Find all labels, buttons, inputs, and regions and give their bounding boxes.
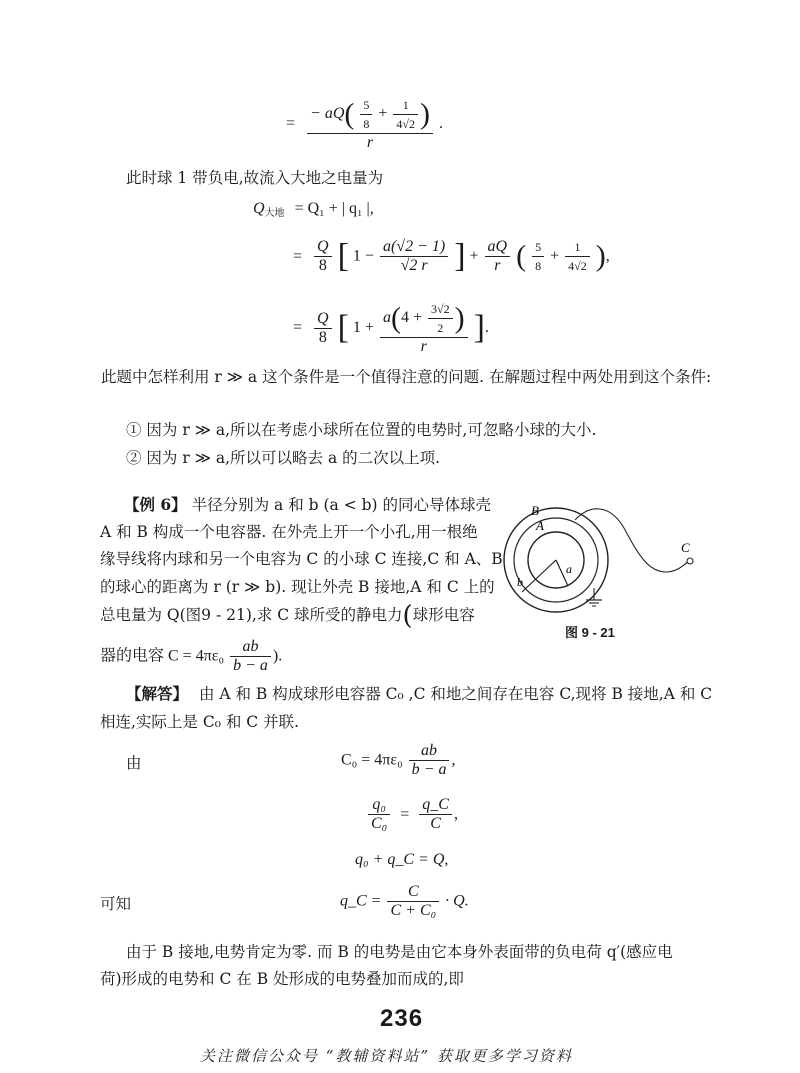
example-line-6: 器的电容 C = 4πε₀ $\frac{ab}{b - a}$ ). bbox=[100, 638, 283, 674]
example-line-5: 总电量为 Q(图9 - 21),求 C 球所受的静电力(球形电容 bbox=[100, 601, 475, 631]
label-kezhi: 可知 bbox=[100, 895, 132, 913]
list-item-1: ① 因为 r ≫ a,所以在考虑小球所在位置的电势时,可忽略小球的大小. bbox=[126, 421, 597, 439]
figure-9-21 bbox=[500, 500, 710, 620]
fraction-5-8: $\frac{5}{8}$ bbox=[360, 96, 372, 133]
example-text-5: 总电量为 Q(图9 - 21),求 C 球所受的静电力 bbox=[100, 606, 403, 624]
capacitance-formula: 器的电容 C = 4πε₀ bbox=[100, 647, 225, 665]
paragraph-condition: 此题中怎样利用 r ≫ a 这个条件是一个值得注意的问题. 在解题过程中两处用到这个条件: bbox=[101, 368, 712, 386]
list-item-2: ② 因为 r ≫ a,所以可以略去 a 的二次以上项. bbox=[126, 449, 441, 467]
label-b: b bbox=[517, 575, 523, 589]
label-C: C bbox=[681, 540, 690, 555]
fraction-q-8: $\frac{Q}{8}$ bbox=[314, 238, 332, 275]
example-text-1: 半径分别为 a 和 b (a < b) 的同心导体球壳 bbox=[191, 496, 492, 514]
label-a: a bbox=[566, 562, 572, 576]
example-text-5-tail: 球形电容 bbox=[412, 606, 475, 624]
final-line-1: 由于 B 接地,电势肯定为零. 而 B 的电势是由它本身外表面带的负电荷 q′(感应电 bbox=[126, 943, 673, 961]
denominator-r: r bbox=[366, 134, 374, 151]
fraction-c-cc0: $\frac{C}{\text{C + C₀}}$ bbox=[387, 883, 439, 920]
example-line-2: A 和 B 构成一个电容器. 在外壳上开一个小孔,用一根绝 bbox=[100, 523, 478, 541]
fraction-1-4root2-b: $\frac{1}{4√2}$ bbox=[565, 238, 590, 275]
fraction-qc-c: $\frac{q\_C}{C}$ bbox=[419, 796, 452, 833]
example-line-1 bbox=[124, 493, 491, 517]
eq-ground-rhs: = Q₁ + | q₁ |, bbox=[294, 200, 374, 217]
page-number: 236 bbox=[380, 1005, 424, 1032]
numerator-prefix: − aQ bbox=[310, 105, 345, 123]
q-symbol: Q bbox=[253, 200, 265, 217]
example-tag: 【例 6】 bbox=[124, 495, 187, 514]
example-line-3: 缘导线将内球和另一个电容为 C 的小球 C 连接,C 和 A、B bbox=[100, 550, 503, 568]
solution-line-1 bbox=[126, 683, 712, 705]
eq-ground-line2: = $\frac{Q}{8}$ [ 1 − $\frac{a(√2 - 1)}{√2 r}$ ] + $\frac{aQ}{r}$ ( $\frac{5}{8}$ + $\frac{1}{4√2}$ ), bbox=[293, 237, 610, 275]
subscript-ground: 大地 bbox=[264, 208, 285, 219]
eq-sum: q₀ + q_C = Q, bbox=[355, 851, 449, 868]
eq-qc: q_C = $\frac{C}{\text{C + C₀}}$ · Q. bbox=[340, 883, 469, 919]
label-you: 由 bbox=[126, 754, 142, 772]
final-line-2: 荷)形成的电势和 C 在 B 处形成的电势叠加而成的,即 bbox=[100, 970, 464, 988]
label-B: B bbox=[531, 503, 539, 518]
fraction-aq-r: $\frac{aQ}{r}$ bbox=[485, 238, 511, 275]
equation-top bbox=[286, 96, 443, 152]
fraction-3root2-2: $\frac{3√2}{2}$ bbox=[428, 300, 453, 337]
small-sphere-c bbox=[687, 558, 693, 564]
eq-ground-line3: = $\frac{Q}{8}$ [ 1 + a(4 + $\frac{3√2}{2}$ ) r ]. bbox=[293, 301, 489, 355]
fraction-q0-c0: $\frac{\text{q₀}}{\text{C₀}}$ bbox=[368, 796, 390, 833]
solution-line-2: 相连,实际上是 C₀ 和 C 并联. bbox=[100, 713, 299, 731]
eq-ground-line1 bbox=[253, 200, 374, 219]
solution-tag: 【解答】 bbox=[126, 684, 189, 703]
eq-c0: C₀ = 4πε₀ $\frac{ab}{b - a}$ , bbox=[341, 742, 456, 778]
equals-sign: = bbox=[286, 115, 296, 132]
fraction-inner: $\frac{a(√2 - 1)}{√2 r}$ bbox=[380, 238, 448, 275]
fraction-complex: a(4 + $\frac{3√2}{2}$ ) r bbox=[380, 300, 468, 356]
fraction-ab-ba-2: $\frac{ab}{b - a}$ bbox=[409, 742, 450, 779]
fraction-1-4root2: $\frac{1}{4√2}$ bbox=[393, 96, 418, 133]
eq-ratio: $\frac{\text{q₀}}{\text{C₀}}$ = $\frac{q\_C}{C}$ , bbox=[366, 796, 458, 833]
footer-watermark: 关注微信公众号 “教辅资料站” 获取更多学习资料 bbox=[200, 1047, 573, 1065]
fraction-5-8-b: $\frac{5}{8}$ bbox=[532, 238, 544, 275]
text-negative-charge: 此时球 1 带负电,故流入大地之电量为 bbox=[126, 169, 384, 187]
label-A: A bbox=[536, 518, 544, 533]
example-line-4: 的球心的距离为 r (r ≫ b). 现让外壳 B 接地,A 和 C 上的 bbox=[100, 578, 495, 596]
wire-path bbox=[575, 509, 688, 572]
fraction-q-8-b: $\frac{Q}{8}$ bbox=[314, 310, 332, 347]
solution-text-1: 由 A 和 B 构成球形电容器 C₀ ,C 和地之间存在电容 C,现将 B 接地,A 和 C bbox=[198, 685, 713, 703]
fraction-ab-ba: $\frac{ab}{b - a}$ bbox=[230, 638, 271, 675]
period: . bbox=[439, 115, 444, 132]
figure-caption: 图 9 - 21 bbox=[565, 625, 615, 640]
fraction-main: − aQ( $\frac{5}{8}$ + $\frac{1}{4√2}$ ) r bbox=[307, 96, 433, 152]
